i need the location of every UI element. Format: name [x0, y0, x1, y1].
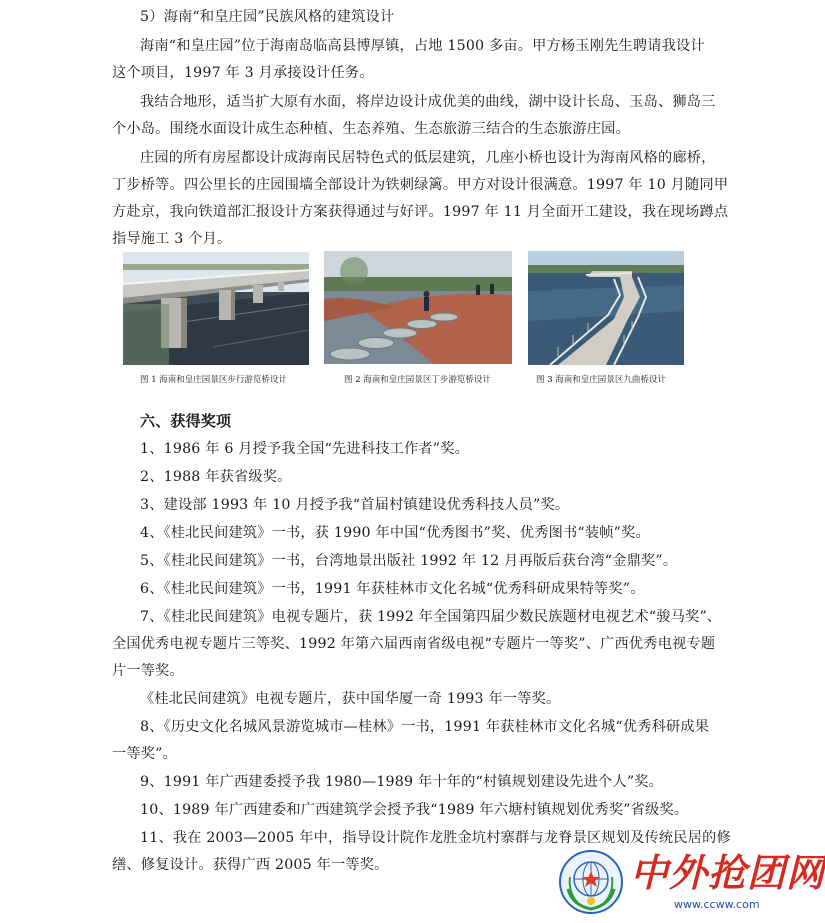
award-item-10: 10、1989 年广西建委和广西建筑学会授予我“1989 年六塘村镇规划优秀奖”省级奖。	[140, 802, 689, 818]
award-item-9: 9、1991 年广西建委授予我 1980—1989 年十年的“村镇规划建设先进个人”奖。	[140, 774, 664, 790]
award-item-5: 5、《桂北民间建筑》一书，台湾地景出版社 1992 年 12 月再版后获台湾“金鼎奖”。	[140, 553, 678, 569]
award-item-2: 2、1988 年获省级奖。	[140, 469, 292, 485]
watermark-url: www.ccww.com	[674, 898, 760, 911]
section-5-para-1-line-2: 这个项目，1997 年 3 月承接设计任务。	[112, 65, 374, 81]
award-item-3: 3、建设部 1993 年 10 月授予我“首届村镇建设优秀科技人员”奖。	[140, 497, 570, 513]
section-5-para-2-line-2: 个小岛。围绕水面设计成生态种植、生态养殖、生态旅游三结合的生态旅游庄园。	[112, 121, 630, 137]
figure-3-zigzag-bridge-photo	[528, 251, 684, 365]
award-item-8-line-1: 8、《历史文化名城风景游览城市—桂林》一书，1991 年获桂林市文化名城“优秀科研成果	[140, 719, 710, 735]
award-item-8-line-2: 一等奖”。	[112, 746, 178, 762]
section-5-heading: 5）海南“和皇庄园”民族风格的建筑设计	[140, 9, 395, 25]
section-5-para-3-line-2: 丁步桥等。四公里长的庄园围墙全部设计为铁刺绿篱。甲方对设计很满意。1997 年 10 月随同甲	[112, 177, 729, 193]
watermark-logo	[556, 848, 825, 916]
award-item-4: 4、《桂北民间建筑》一书，获 1990 年中国“优秀图书”奖、优秀图书“装帧”奖。	[140, 525, 650, 541]
award-item-11-line-1: 11、我在 2003—2005 年中，指导设计院作龙胜金坑村寨群与龙脊景区规划及传统民居的修	[140, 830, 731, 846]
figure-2-stepping-stones-photo	[324, 251, 512, 364]
emblem-icon	[558, 849, 624, 915]
figure-3-caption: 图 3 海南和皇庄园景区九曲桥设计	[536, 375, 666, 385]
award-item-7-line-3: 片一等奖。	[112, 663, 184, 679]
section-5-para-3-line-1: 庄园的所有房屋都设计成海南民居特色式的低层建筑，几座小桥也设计为海南风格的廊桥，	[140, 150, 716, 166]
award-item-11-line-2: 缮、修复设计。获得广西 2005 年一等奖。	[112, 857, 389, 873]
award-item-1: 1、1986 年 6 月授予我全国“先进科技工作者”奖。	[140, 441, 469, 457]
section-5-para-3-line-3: 方赴京，我向铁道部汇报设计方案获得通过与好评。1997 年 11 月全面开工建设，我在现场蹲点	[112, 204, 729, 220]
figure-1-bridge-photo	[123, 252, 309, 365]
figure-1-caption: 图 1 海南和皇庄园景区步行游览桥设计	[140, 375, 287, 385]
figure-2-caption: 图 2 海南和皇庄园景区丁步游览桥设计	[344, 375, 491, 385]
award-item-7-line-1: 7、《桂北民间建筑》电视专题片，获 1992 年全国第四届少数民族题材电视艺术“骏马奖”、	[140, 609, 722, 625]
watermark-brand: 中外抢团网	[630, 851, 825, 895]
section-5-para-3-line-4: 指导施工 3 个月。	[112, 231, 232, 247]
award-item-7-extra: 《桂北民间建筑》电视专题片，获中国华厦一奇 1993 年一等奖。	[140, 691, 561, 707]
section-5-para-2-line-1: 我结合地形，适当扩大原有水面，将岸边设计成优美的曲线，湖中设计长岛、玉岛、狮岛三	[140, 94, 716, 110]
section-5-para-1-line-1: 海南“和皇庄园”位于海南岛临高县博厚镇，占地 1500 多亩。甲方杨玉刚先生聘请我设计	[140, 38, 705, 54]
award-item-7-line-2: 全国优秀电视专题片三等奖、1992 年第六届西南省级电视“专题片一等奖”、广西优秀电视专题	[112, 636, 716, 652]
award-item-6: 6、《桂北民间建筑》一书，1991 年获桂林市文化名城“优秀科研成果特等奖”。	[140, 581, 645, 597]
section-6-heading: 六、获得奖项	[140, 412, 232, 430]
